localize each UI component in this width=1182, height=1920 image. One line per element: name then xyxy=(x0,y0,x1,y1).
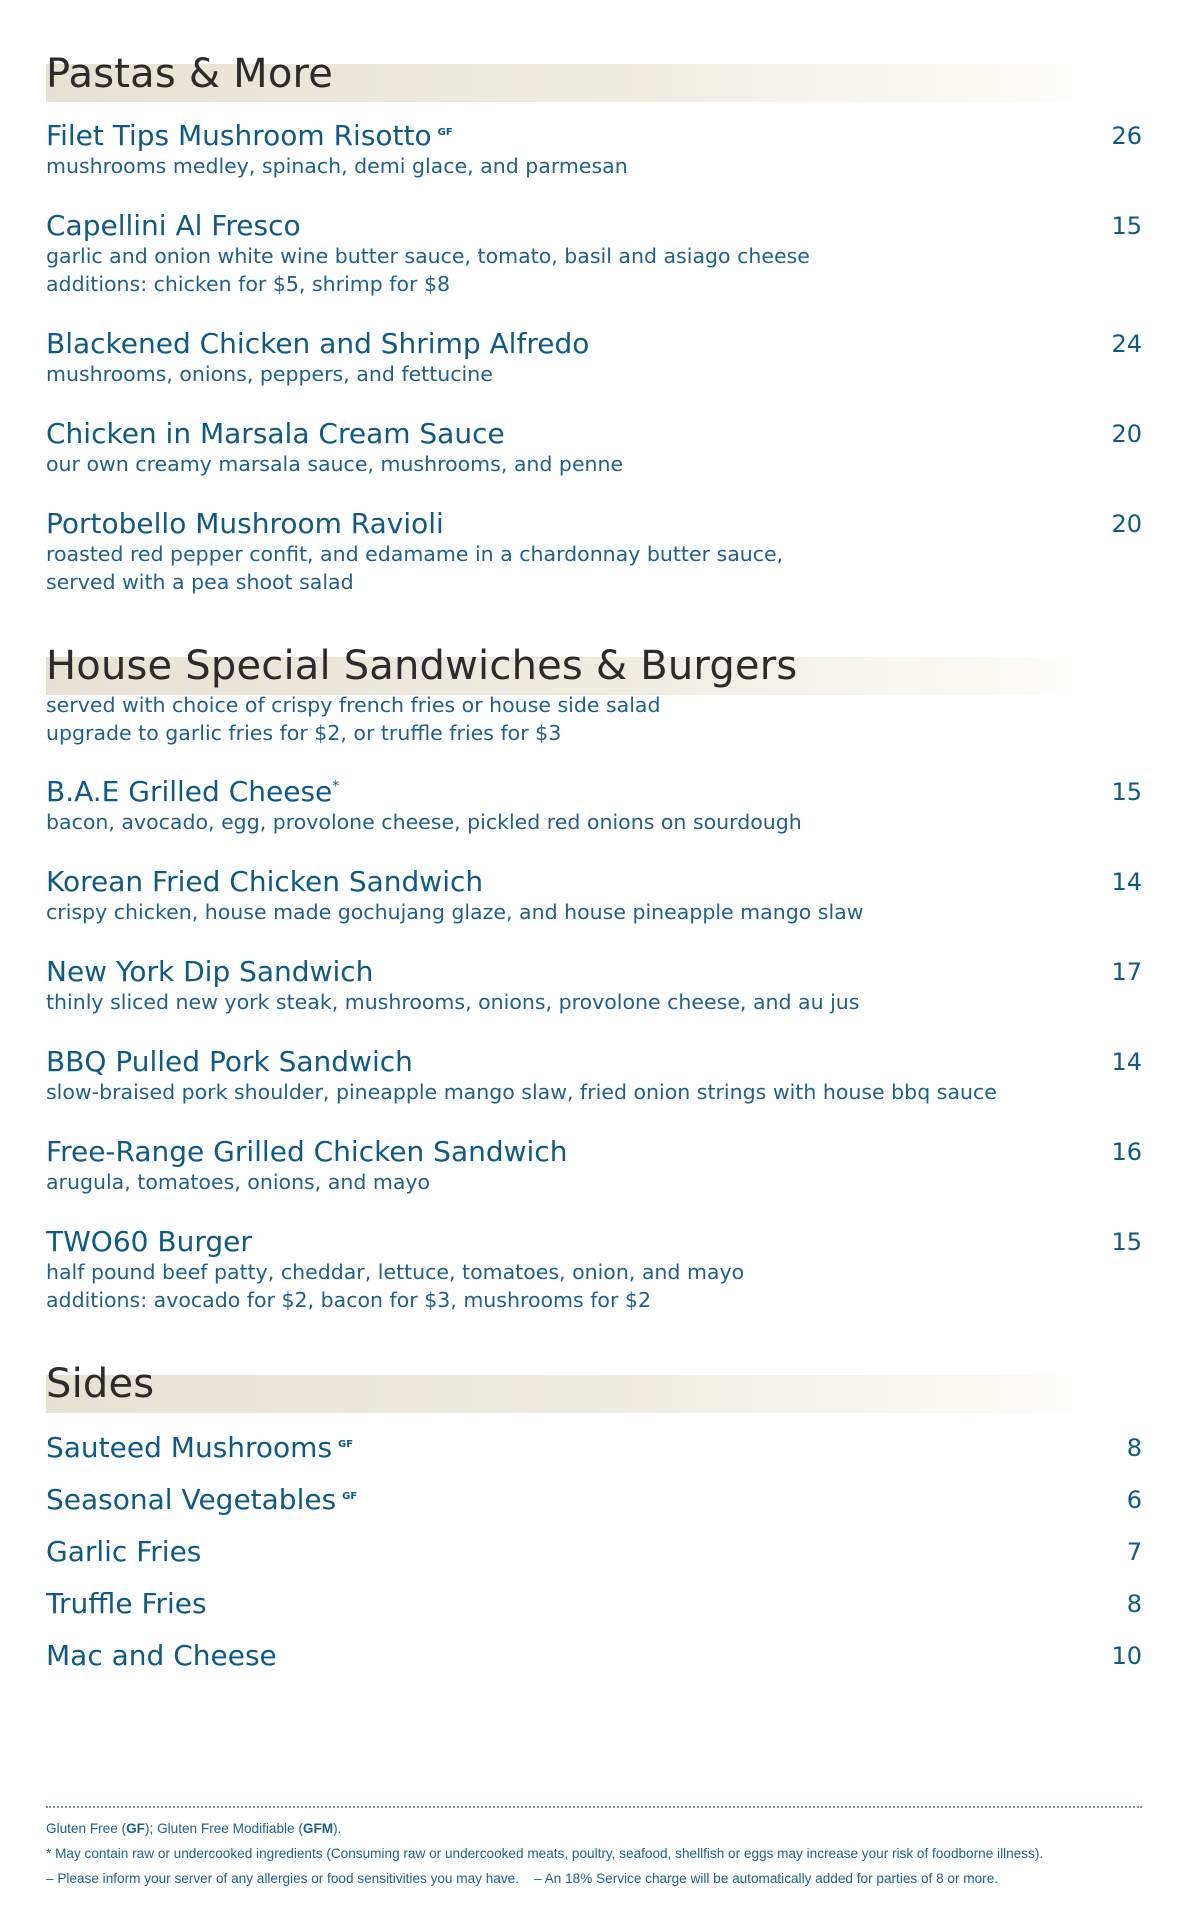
menu-item xyxy=(46,210,1142,298)
item-description: half pound beef patty, cheddar, lettuce, tomatoes, onion, and mayo xyxy=(46,1260,745,1285)
item-price: 6 xyxy=(1126,1486,1142,1514)
menu-item xyxy=(46,328,1142,388)
item-name: Chicken in Marsala Cream Sauce xyxy=(46,417,505,450)
gf-tag: GF xyxy=(338,1438,354,1450)
gf-tag: GF xyxy=(437,126,453,138)
item-price: 20 xyxy=(1111,420,1142,448)
item-description: bacon, avocado, egg, provolone cheese, pickled red onions on sourdough xyxy=(46,810,802,835)
side-item xyxy=(46,1484,1142,1516)
item-description: roasted red pepper confit, and edamame in a chardonnay butter sauce, xyxy=(46,542,784,567)
menu-item xyxy=(46,956,1142,1016)
item-name: B.A.E Grilled Cheese xyxy=(46,775,333,808)
item-name: Filet Tips Mushroom Risotto xyxy=(46,119,432,152)
footer-divider xyxy=(46,1806,1142,1808)
service-charge-note: – An 18% Service charge will be automatically added for parties of 8 or more. xyxy=(534,1871,999,1886)
gf-legend: Gluten Free (GF); Gluten Free Modifiable (GFM). xyxy=(46,1821,342,1836)
item-price: 15 xyxy=(1111,778,1142,806)
item-description: mushrooms medley, spinach, demi glace, and parmesan xyxy=(46,154,628,179)
menu-item xyxy=(46,1136,1142,1196)
gf-tag: GF xyxy=(342,1490,358,1502)
side-item xyxy=(46,1588,1142,1620)
allergy-and-service-notes xyxy=(46,1866,1156,1891)
item-description: garlic and onion white wine butter sauce, tomato, basil and asiago cheese xyxy=(46,244,810,269)
item-description: arugula, tomatoes, onions, and mayo xyxy=(46,1170,431,1195)
menu-item xyxy=(46,1226,1142,1314)
item-additions: additions: avocado for $2, bacon for $3, mushrooms for $2 xyxy=(46,1288,651,1313)
menu-item xyxy=(46,508,1142,596)
item-description: served with a pea shoot salad xyxy=(46,570,354,595)
item-price: 14 xyxy=(1111,868,1142,896)
menu-item xyxy=(46,1046,1142,1106)
gfm-abbrev: GFM xyxy=(302,1821,334,1836)
item-name: TWO60 Burger xyxy=(46,1225,252,1258)
side-item xyxy=(46,1536,1142,1568)
item-price: 16 xyxy=(1111,1138,1142,1166)
item-description: crispy chicken, house made gochujang glaze, and house pineapple mango slaw xyxy=(46,900,864,925)
item-description: thinly sliced new york steak, mushrooms, onions, provolone cheese, and au jus xyxy=(46,990,860,1015)
item-name: Sauteed Mushrooms xyxy=(46,1431,333,1464)
item-price: 17 xyxy=(1111,958,1142,986)
section-note: served with choice of crispy french fries or house side salad xyxy=(46,693,661,717)
item-name: Garlic Fries xyxy=(46,1535,202,1568)
item-price: 26 xyxy=(1111,122,1142,150)
side-item xyxy=(46,1640,1142,1672)
item-description: slow-braised pork shoulder, pineapple mango slaw, fried onion strings with house bbq sauce xyxy=(46,1080,997,1105)
item-price: 15 xyxy=(1111,1228,1142,1256)
section-title-pastas: Pastas & More xyxy=(46,51,334,97)
item-price: 10 xyxy=(1111,1642,1142,1670)
section-band-sides xyxy=(46,1375,1098,1413)
menu-item xyxy=(46,866,1142,926)
item-name: Korean Fried Chicken Sandwich xyxy=(46,865,484,898)
item-name: Seasonal Vegetables xyxy=(46,1483,337,1516)
menu-item xyxy=(46,418,1142,478)
item-name: New York Dip Sandwich xyxy=(46,955,374,988)
item-name: Truffle Fries xyxy=(46,1587,207,1620)
item-price: 7 xyxy=(1126,1538,1142,1566)
section-title-sides: Sides xyxy=(46,1361,155,1407)
menu-item xyxy=(46,120,1142,180)
gf-abbrev: GF xyxy=(126,1821,145,1836)
section-title-sandwiches: House Special Sandwiches & Burgers xyxy=(46,643,798,689)
item-additions: additions: chicken for $5, shrimp for $8 xyxy=(46,272,451,297)
item-description: mushrooms, onions, peppers, and fettucine xyxy=(46,362,493,387)
item-price: 8 xyxy=(1126,1434,1142,1462)
item-price: 8 xyxy=(1126,1590,1142,1618)
raw-warning-mark: * xyxy=(332,778,340,795)
item-name: BBQ Pulled Pork Sandwich xyxy=(46,1045,413,1078)
section-note: upgrade to garlic fries for $2, or truffle fries for $3 xyxy=(46,721,562,745)
item-name: Capellini Al Fresco xyxy=(46,209,301,242)
item-price: 20 xyxy=(1111,510,1142,538)
item-price: 14 xyxy=(1111,1048,1142,1076)
side-item xyxy=(46,1432,1142,1464)
item-name: Blackened Chicken and Shrimp Alfredo xyxy=(46,327,590,360)
item-price: 24 xyxy=(1111,330,1142,358)
item-description: our own creamy marsala sauce, mushrooms, and penne xyxy=(46,452,624,477)
item-name: Mac and Cheese xyxy=(46,1639,277,1672)
menu-item xyxy=(46,776,1142,836)
item-name: Portobello Mushroom Ravioli xyxy=(46,507,444,540)
raw-food-warning: * May contain raw or undercooked ingredients (Consuming raw or undercooked meats, poultry, seafood, shellfish or eggs may increase your risk of foodborne illness). xyxy=(46,1846,1044,1861)
item-name: Free-Range Grilled Chicken Sandwich xyxy=(46,1135,568,1168)
item-price: 15 xyxy=(1111,212,1142,240)
allergy-note: – Please inform your server of any allergies or food sensitivities you may have. xyxy=(46,1871,519,1886)
